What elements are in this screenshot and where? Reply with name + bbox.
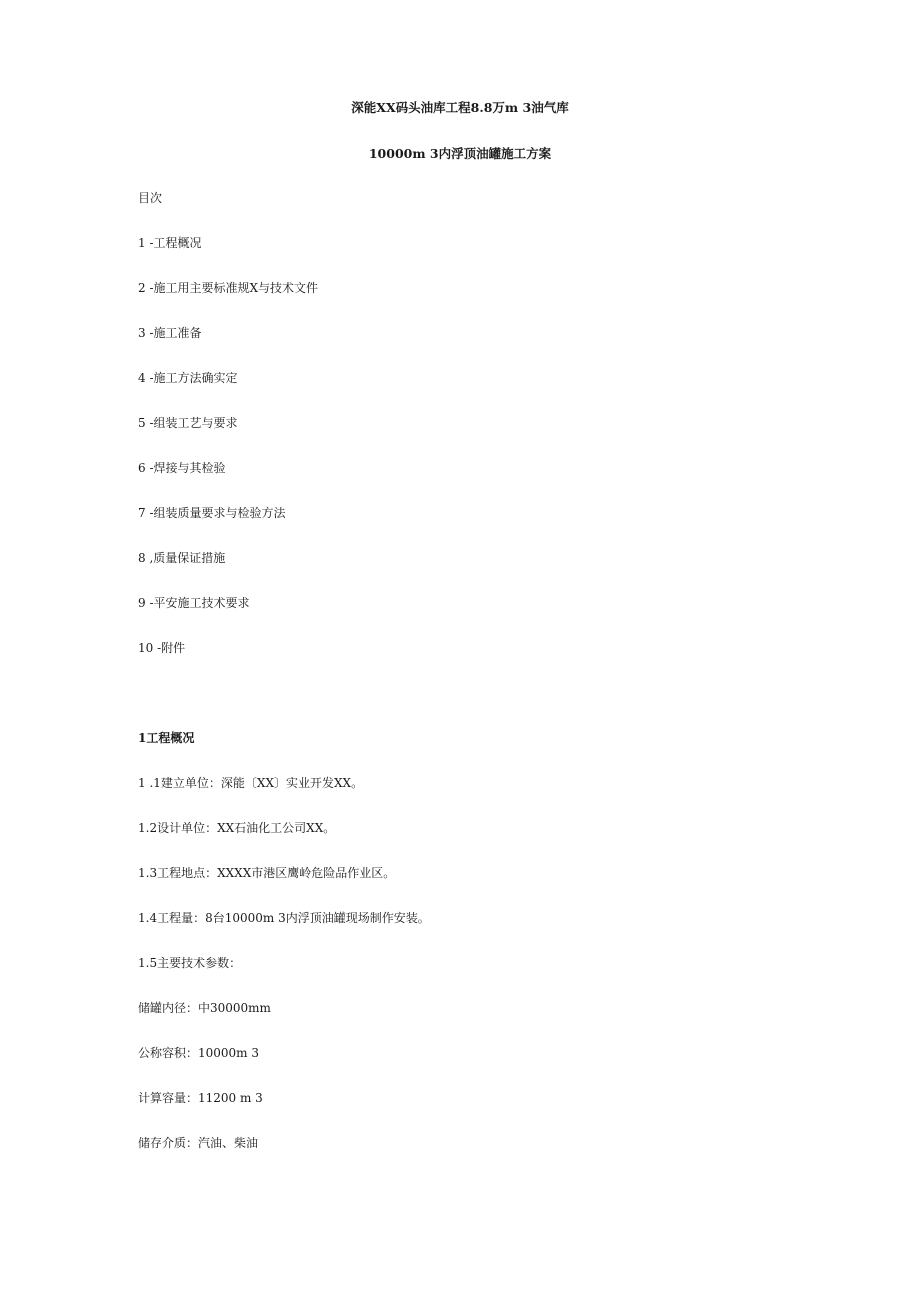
toc-item-2: 2 -施工用主要标准规X与技术文件 — [138, 281, 319, 295]
toc-item-5: 5 -组装工艺与要求 — [138, 416, 238, 430]
section-item-1-3: 1.3工程地点：XXXX市港区鹰岭危险品作业区。 — [138, 866, 396, 880]
document-title: 深能XX码头油库工程8.8万m 3油气库 — [351, 100, 569, 115]
toc-item-7: 7 -组装质量要求与检验方法 — [138, 506, 286, 520]
param-calculated-capacity: 计算容量：11200 m 3 — [138, 1091, 263, 1105]
toc-item-9: 9 -平安施工技术要求 — [138, 596, 250, 610]
document-subtitle: 10000m 3内浮顶油罐施工方案 — [368, 146, 552, 161]
param-nominal-volume: 公称容积：10000m 3 — [138, 1046, 260, 1060]
toc-item-3: 3 -施工准备 — [138, 326, 202, 340]
param-tank-diameter: 储罐内径：中30000mm — [138, 1001, 271, 1015]
section-item-1-1: 1 .1建立单位：深能〔XX〕实业开发XX。 — [138, 776, 364, 790]
toc-item-10: 10 -附件 — [138, 641, 186, 655]
section-item-1-4: 1.4工程量：8台10000m 3内浮顶油罐现场制作安装。 — [138, 911, 430, 925]
param-storage-medium: 储存介质：汽油、柴油 — [138, 1136, 259, 1150]
toc-item-1: 1 -工程概况 — [138, 236, 202, 250]
toc-heading: 目次 — [138, 191, 163, 205]
toc-item-4: 4 -施工方法确实定 — [138, 371, 238, 385]
section-item-1-5: 1.5主要技术参数： — [138, 956, 242, 970]
toc-item-6: 6 -焊接与其检验 — [138, 461, 226, 475]
section-heading: 1工程概况 — [138, 731, 195, 745]
section-item-1-2: 1.2设计单位：XX石油化工公司XX。 — [138, 821, 336, 835]
toc-item-8: 8 ,质量保证措施 — [138, 551, 226, 565]
